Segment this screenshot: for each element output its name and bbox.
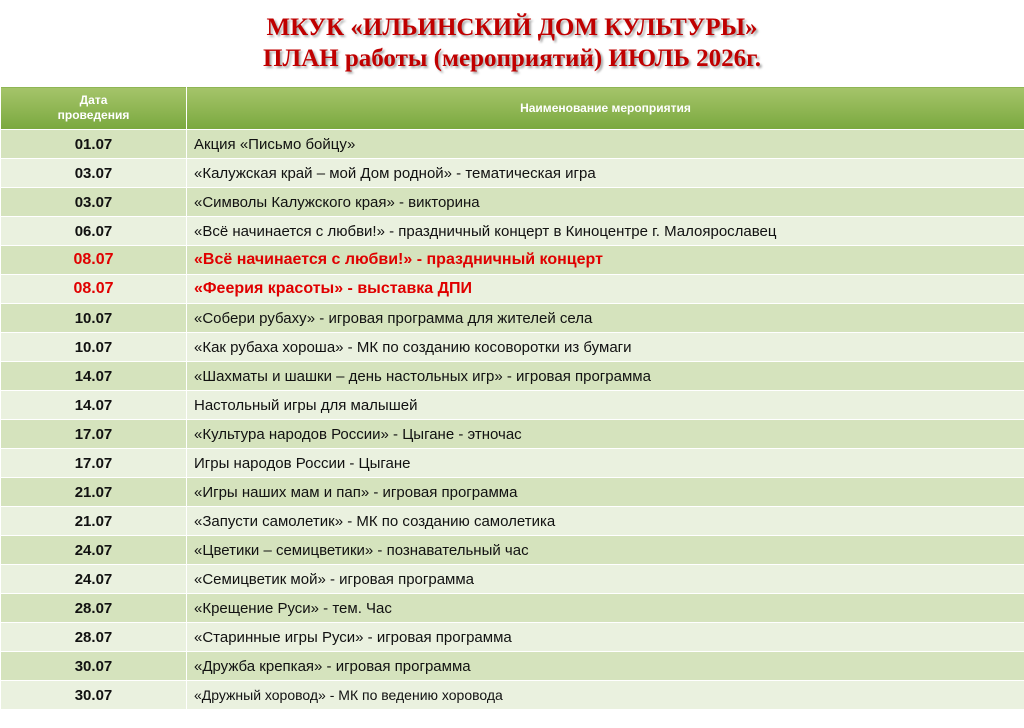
row-event: «Старинные игры Руси» - игровая программа [187,623,1024,652]
table-row [1,362,1024,391]
row-date: 03.07 [1,159,187,188]
row-event: Акция «Письмо бойцу» [187,130,1024,159]
table-row [1,681,1024,710]
table-header-row [1,87,1024,130]
row-event: «Семицветик мой» - игровая программа [187,565,1024,594]
row-event: «Цветики – семицветики» - познавательный час [187,536,1024,565]
row-event: «Всё начинается с любви!» - праздничный концерт в Киноцентре г. Малоярославец [187,217,1024,246]
row-date: 06.07 [1,217,187,246]
row-event: «Как рубаха хороша» - МК по созданию косоворотки из бумаги [187,333,1024,362]
row-date: 10.07 [1,333,187,362]
table-row [1,304,1024,333]
row-date: 30.07 [1,681,187,710]
row-event: «Символы Калужского края» - викторина [187,188,1024,217]
row-event: «Запусти самолетик» - МК по созданию самолетика [187,507,1024,536]
row-date: 01.07 [1,130,187,159]
row-date: 28.07 [1,623,187,652]
table-row [1,594,1024,623]
table-row [1,420,1024,449]
table-row [1,159,1024,188]
events-table [0,86,1024,710]
row-date: 17.07 [1,420,187,449]
row-event: «Шахматы и шашки – день настольных игр» - игровая программа [187,362,1024,391]
row-event: «Культура народов России» - Цыгане - этночас [187,420,1024,449]
row-event: Настольный игры для малышей [187,391,1024,420]
header-date-line1: Дата [79,93,108,107]
row-event: «Дружный хоровод» - МК по ведению хоровода [187,681,1024,710]
row-date: 14.07 [1,362,187,391]
row-date: 03.07 [1,188,187,217]
row-date: 28.07 [1,594,187,623]
table-row [1,652,1024,681]
row-date: 17.07 [1,449,187,478]
row-event: «Собери рубаху» - игровая программа для жителей села [187,304,1024,333]
table-row [1,478,1024,507]
header-date-line2: проведения [57,108,130,122]
row-date: 24.07 [1,536,187,565]
table-row [1,623,1024,652]
header-event-name: Наименование мероприятия [187,87,1024,130]
row-event: «Крещение Руси» - тем. Час [187,594,1024,623]
table-row [1,449,1024,478]
header-date [1,87,187,130]
row-event: Игры народов России - Цыгане [187,449,1024,478]
row-date: 21.07 [1,478,187,507]
row-event: «Всё начинается с любви!» - праздничный концерт [187,246,1024,275]
row-date: 21.07 [1,507,187,536]
row-event: «Игры наших мам и пап» - игровая программа [187,478,1024,507]
table-row [1,333,1024,362]
row-date: 08.07 [1,246,187,275]
title-block [0,0,1024,86]
table-row [1,217,1024,246]
table-row [1,130,1024,159]
table-row [1,507,1024,536]
row-event: «Феерия красоты» - выставка ДПИ [187,275,1024,304]
table-row-highlighted [1,275,1024,304]
table-row [1,391,1024,420]
table-row [1,536,1024,565]
row-date: 24.07 [1,565,187,594]
row-date: 14.07 [1,391,187,420]
table-row-highlighted [1,246,1024,275]
row-date: 30.07 [1,652,187,681]
table-row [1,188,1024,217]
organization-title: МКУК «ИЛЬИНСКИЙ ДОМ КУЛЬТУРЫ» [266,14,758,41]
row-event: «Калужская край – мой Дом родной» - тематическая игра [187,159,1024,188]
row-date: 08.07 [1,275,187,304]
row-date: 10.07 [1,304,187,333]
plan-title: ПЛАН работы (мероприятий) ИЮЛЬ 2026г. [263,45,761,72]
table-row [1,565,1024,594]
row-event: «Дружба крепкая» - игровая программа [187,652,1024,681]
